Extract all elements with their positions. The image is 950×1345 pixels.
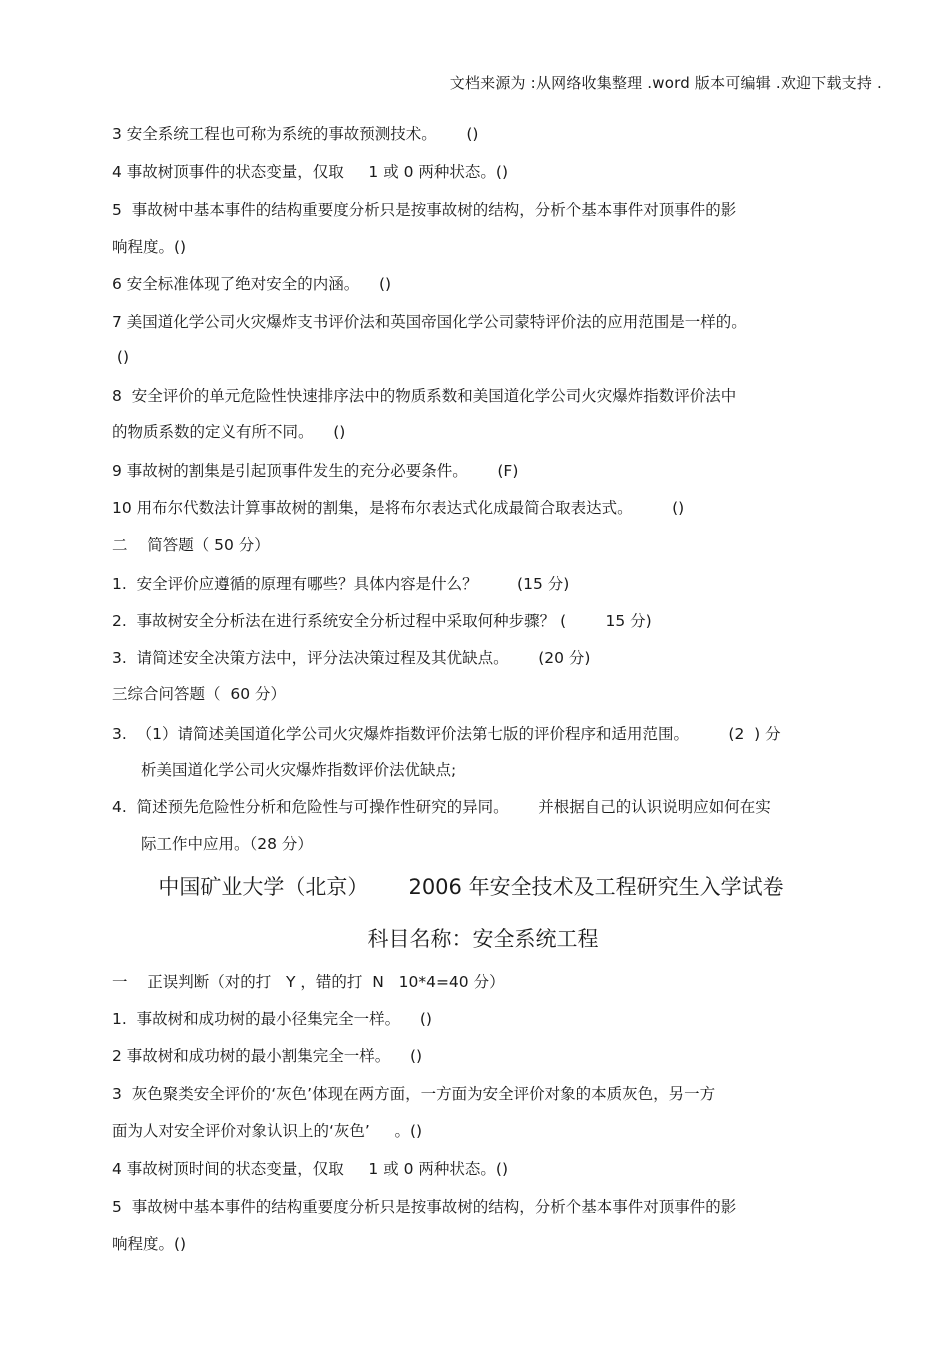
section2-item-3: 3. 请简述安全决策方法中，评分法决策过程及其优缺点。 (20 分)	[112, 649, 591, 667]
part1-item-4: 4 事故树顶时间的状态变量，仅取 1 或 0 两种状态。()	[112, 1160, 509, 1178]
part1-item-1: 1. 事故树和成功树的最小径集完全一样。 ()	[112, 1010, 432, 1028]
section2-item-1: 1. 安全评价应遵循的原理有哪些？具体内容是什么？ (15 分)	[112, 575, 570, 593]
part1-item-5-line1: 5 事故树中基本事件的结构重要度分析只是按事故树的结构，分析个基本事件对顶事件的影	[112, 1198, 737, 1216]
section3-q4-line2: 际工作中应用。（28 分）	[141, 835, 313, 853]
part1-item-5-line2: 响程度。()	[112, 1235, 187, 1253]
item-8-line1: 8 安全评价的单元危险性快速排序法中的物质系数和美国道化学公司火灾爆炸指数评价法中	[112, 387, 737, 405]
header-note: 文档来源为 :从网络收集整理 .word 版本可编辑 .欢迎下载支持 .	[449, 74, 882, 92]
part1-item-3-line1: 3 灰色聚类安全评价的‘灰色’体现在两方面，一方面为安全评价对象的本质灰色，另一方	[112, 1085, 716, 1103]
subject-title: 科目名称：安全系统工程	[367, 927, 599, 951]
item-5-line1: 5 事故树中基本事件的结构重要度分析只是按事故树的结构，分析个基本事件对顶事件的影	[112, 201, 737, 219]
part1-item-3-line2: 面为人对安全评价对象认识上的‘灰色’ 。()	[112, 1122, 423, 1140]
exam-title: 中国矿业大学（北京） 2006 年安全技术及工程研究生入学试卷	[158, 875, 784, 899]
item-4: 4 事故树顶事件的状态变量，仅取 1 或 0 两种状态。()	[112, 163, 509, 181]
item-10: 10 用布尔代数法计算事故树的割集，是将布尔表达式化成最简合取表达式。 ()	[112, 499, 685, 517]
item-9: 9 事故树的割集是引起顶事件发生的充分必要条件。 (F)	[112, 462, 519, 480]
section3-q4-line1: 4. 简述预先危险性分析和危险性与可操作性研究的异同。 并根据自己的认识说明应如何在实	[112, 798, 771, 816]
section3-q3-line1: 3. （1）请简述美国道化学公司火灾爆炸指数评价法第七版的评价程序和适用范围。 (2 ) 分	[112, 725, 781, 743]
part1-heading: 一 正误判断（对的打 Y ，错的打 N 10*4=40 分）	[112, 973, 505, 991]
section2-item-2: 2. 事故树安全分析法在进行系统安全分析过程中采取何种步骤？ ( 15 分)	[112, 612, 652, 630]
item-7-line2: ()	[112, 348, 130, 366]
section3-heading: 三综合问答题（ 60 分）	[112, 685, 287, 703]
item-3: 3 安全系统工程也可称为系统的事故预测技术。 ()	[112, 125, 479, 143]
part1-item-2: 2 事故树和成功树的最小割集完全一样。 ()	[112, 1047, 423, 1065]
item-6: 6 安全标准体现了绝对安全的内涵。 ()	[112, 275, 392, 293]
section3-q3-line2: 析美国道化学公司火灾爆炸指数评价法优缺点;	[141, 761, 457, 779]
item-7-line1: 7 美国道化学公司火灾爆炸支书评价法和英国帝国化学公司蒙特评价法的应用范围是一样的。	[112, 313, 747, 331]
item-8-line2: 的物质系数的定义有所不同。 ()	[112, 423, 346, 441]
section2-heading: 二 简答题（ 50 分）	[112, 536, 270, 554]
item-5-line2: 响程度。()	[112, 238, 187, 256]
